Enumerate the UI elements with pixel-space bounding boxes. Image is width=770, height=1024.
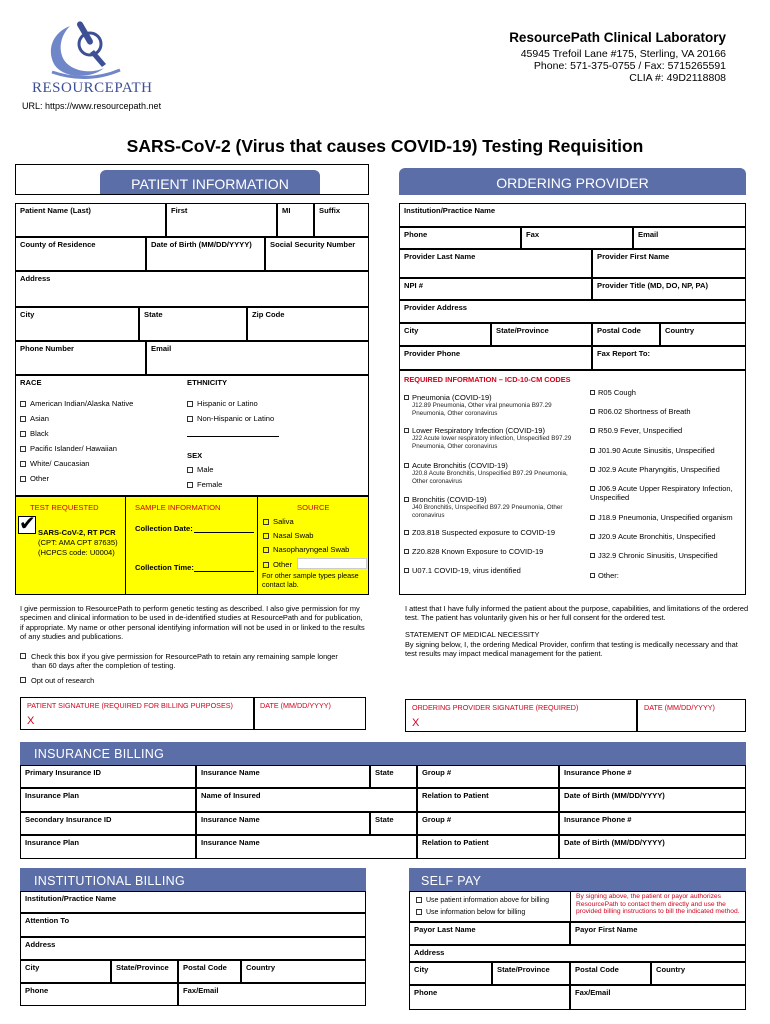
- lab-name: ResourcePath Clinical Laboratory: [509, 30, 726, 45]
- race-option[interactable]: [20, 414, 49, 423]
- logo: [32, 14, 153, 100]
- patient-phone-field[interactable]: [15, 341, 146, 375]
- label: DATE (MM/DD/YYYY): [644, 703, 715, 712]
- inst-country-field[interactable]: [241, 960, 366, 983]
- label: Date of Birth (MM/DD/YYYY): [564, 838, 665, 847]
- patient-last-name-field[interactable]: [15, 203, 166, 237]
- secondary-plan-field[interactable]: [20, 835, 196, 859]
- inst-state-field[interactable]: [111, 960, 178, 983]
- label: Country: [246, 963, 276, 972]
- label: County of Residence: [20, 240, 96, 249]
- label: Fax Report To:: [597, 349, 651, 358]
- source-option[interactable]: [263, 560, 292, 569]
- race-option[interactable]: [20, 459, 90, 468]
- patient-email-field[interactable]: [146, 341, 369, 375]
- label: Patient Name (Last): [20, 206, 91, 215]
- label: Nasopharyngeal Swab: [273, 545, 350, 554]
- label: Lower Respiratory Infection (COVID-19): [412, 426, 545, 435]
- icd-symptom-option[interactable]: [590, 532, 740, 541]
- label: Pacific Islander/ Hawaiian: [30, 444, 117, 453]
- race-option[interactable]: [20, 399, 133, 408]
- patient-suffix-field[interactable]: [314, 203, 369, 237]
- label: Insurance Name: [201, 838, 260, 847]
- payor-country-field[interactable]: [651, 962, 746, 985]
- patient-city-field[interactable]: [15, 307, 139, 341]
- self-pay-header: SELF PAY: [409, 868, 746, 891]
- ethnicity-option[interactable]: [187, 414, 274, 423]
- icd-option[interactable]: [404, 461, 584, 485]
- icd-sub: J22 Acute lower respiratory infection, Unspecified B97.29 Pneumonia, Other coronavirus: [412, 435, 572, 450]
- attestation-text: I attest that I have fully informed the patient about the purpose, capabilities, and limitations of the ordered test. The patient has voluntarily given his or her full consent for the ordered test.: [405, 604, 749, 623]
- label: Social Security Number: [270, 240, 356, 249]
- lab-info: [509, 30, 726, 84]
- payor-first-name-field[interactable]: [570, 922, 746, 945]
- icd-option[interactable]: [404, 393, 584, 417]
- label: State: [375, 768, 394, 777]
- collection-time-label: Collection Time:: [135, 563, 194, 572]
- label: Date of Birth (MM/DD/YYYY): [151, 240, 252, 249]
- provider-address-field[interactable]: [399, 300, 746, 323]
- provider-postal-field[interactable]: [592, 323, 660, 346]
- test-name: SARS-CoV-2, RT PCR: [38, 528, 116, 537]
- collection-time-line[interactable]: [194, 571, 254, 572]
- inst-fax-field[interactable]: [178, 983, 366, 1006]
- source-option[interactable]: [263, 545, 349, 554]
- label: U07.1 COVID-19, virus identified: [412, 566, 521, 575]
- secondary-relation-field[interactable]: [417, 835, 559, 859]
- label: R05 Cough: [598, 388, 636, 397]
- collection-date-label: Collection Date:: [135, 524, 193, 533]
- lab-clia: CLIA #: 49D2118808: [629, 72, 726, 84]
- label: Primary Insurance ID: [25, 768, 101, 777]
- label: Country: [656, 965, 686, 974]
- sample-info-heading: SAMPLE INFORMATION: [135, 503, 221, 512]
- label: Fax: [526, 230, 540, 239]
- lab-address: 45945 Trefoil Lane #175, Sterling, VA 20166: [520, 48, 726, 60]
- payor-last-name-field[interactable]: [409, 922, 570, 945]
- inst-name-field[interactable]: [20, 891, 366, 913]
- insurance-state-field[interactable]: [370, 765, 417, 788]
- label: State/Province: [116, 963, 169, 972]
- label: Use patient information above for billing: [426, 897, 549, 904]
- payor-state-field[interactable]: [492, 962, 570, 985]
- signature-x: X: [27, 715, 35, 727]
- label: Other: [30, 474, 49, 483]
- icd-symptom-option[interactable]: [590, 388, 740, 397]
- label: Fax/Email: [575, 988, 611, 997]
- label: Payor Last Name: [414, 925, 476, 934]
- label: Phone Number: [20, 344, 75, 353]
- relation-to-patient-field[interactable]: [417, 788, 559, 812]
- label: State: [375, 815, 394, 824]
- label: R06.02 Shortness of Breath: [598, 407, 691, 416]
- site-url[interactable]: URL: https://www.resourcepath.net: [22, 101, 162, 111]
- use-patient-info-option[interactable]: [416, 897, 549, 904]
- patient-address-field[interactable]: [15, 271, 369, 307]
- icd-sub: J12.89 Pneumonia, Other viral pneumonia B97.29 Pneumonia, Other coronavirus: [412, 402, 552, 417]
- npi-field[interactable]: [399, 278, 592, 300]
- sex-option[interactable]: [187, 480, 222, 489]
- provider-first-name-field[interactable]: [592, 249, 746, 278]
- ethnicity-option[interactable]: [187, 399, 258, 408]
- logo-text: RESOURCEPATH: [32, 80, 153, 96]
- icd-symptom-option[interactable]: [590, 426, 740, 435]
- race-option[interactable]: [20, 429, 49, 438]
- sex-heading: SEX: [187, 451, 203, 460]
- test-checkbox[interactable]: [18, 513, 36, 535]
- label: Opt out of research: [31, 676, 95, 685]
- icd-sub: J20.8 Acute Bronchitis, Unspecified B97.29 Pneumonia, Other coronavirus: [412, 470, 568, 485]
- dob-field[interactable]: [146, 237, 265, 271]
- icd-option[interactable]: [404, 495, 584, 519]
- icd-sub: J40 Bronchitis, Unspecified B97.29 Pneumonia, Other coronavirus: [412, 504, 563, 519]
- ssn-field[interactable]: [265, 237, 369, 271]
- label: Address: [414, 948, 445, 957]
- secondary-insurance-id-field[interactable]: [20, 812, 196, 835]
- icd-symptom-option[interactable]: [590, 465, 740, 474]
- label: American Indian/Alaska Native: [30, 399, 134, 408]
- label: State: [144, 310, 163, 319]
- patient-state-field[interactable]: [139, 307, 247, 341]
- icd-symptom-option[interactable]: [590, 407, 740, 416]
- label: J20.9 Acute Bronchitis, Unspecified: [598, 532, 716, 541]
- label: J02.9 Acute Pharyngitis, Unspecified: [598, 465, 720, 474]
- source-option[interactable]: [263, 531, 314, 540]
- label: Email: [638, 230, 659, 239]
- label: Suffix: [319, 206, 341, 215]
- label: White/ Caucasian: [30, 459, 90, 468]
- label: Insurance Name: [201, 815, 260, 824]
- inst-postal-field[interactable]: [178, 960, 241, 983]
- label: NPI #: [404, 281, 423, 290]
- icd-symptom-option[interactable]: [590, 484, 740, 502]
- logo-mark-icon: [32, 14, 142, 84]
- secondary-dob-field[interactable]: [559, 835, 746, 859]
- label: Female: [197, 480, 223, 489]
- divider: [187, 436, 279, 437]
- attention-to-field[interactable]: [20, 913, 366, 937]
- label: Group #: [422, 815, 452, 824]
- insurance-billing-header: INSURANCE BILLING: [20, 742, 746, 765]
- provider-phone2-field[interactable]: [399, 346, 592, 370]
- label: Nasal Swab: [273, 531, 314, 540]
- insurance-phone-field[interactable]: [559, 765, 746, 788]
- inst-address-field[interactable]: [20, 937, 366, 960]
- label: R50.9 Fever, Unspecified: [598, 426, 683, 435]
- lab-phone: Phone: 571-375-0755 / Fax: 5715265591: [533, 60, 726, 72]
- use-info-below-option[interactable]: [416, 909, 525, 916]
- ethnicity-heading: ETHNICITY: [187, 378, 228, 387]
- provider-phone-field[interactable]: [399, 227, 521, 249]
- test-requested-heading: TEST REQUESTED: [30, 503, 99, 512]
- label: Provider Title (MD, DO, NP, PA): [597, 281, 708, 290]
- label: State/Province: [496, 326, 549, 335]
- consent-text: I give permission to ResourcePath to perform genetic testing as described. I also give permission for my specimen and clinical information to be used in de-identified studies at ResourcePath and for publication, if appropriate. My name or other personal identifying information will not be used in or linked to the results of any studies and publications.: [20, 604, 365, 641]
- label: Institution/Practice Name: [25, 894, 117, 903]
- secondary-phone-field[interactable]: [559, 812, 746, 835]
- source-heading: SOURCE: [297, 503, 330, 512]
- label: City: [404, 326, 419, 335]
- payor-postal-field[interactable]: [570, 962, 651, 985]
- label: Phone: [25, 986, 49, 995]
- label: Postal Code: [575, 965, 619, 974]
- label: Insurance Phone #: [564, 768, 632, 777]
- payor-phone-field[interactable]: [409, 985, 570, 1010]
- race-option[interactable]: [20, 474, 49, 483]
- label: ORDERING PROVIDER SIGNATURE (REQUIRED): [412, 703, 579, 712]
- label: PATIENT SIGNATURE (REQUIRED FOR BILLING PURPOSES): [27, 701, 233, 710]
- label: J06.9 Acute Upper Respiratory Infection, Unspecified: [590, 484, 733, 502]
- label: Phone: [404, 230, 428, 239]
- icd-header: REQUIRED INFORMATION – ICD-10-CM CODES: [404, 375, 571, 384]
- page-title: SARS-CoV-2 (Virus that causes COVID-19) Testing Requisition: [126, 136, 644, 156]
- institutional-billing-header: INSTITUTIONAL BILLING: [20, 868, 366, 891]
- label: Date of Birth (MM/DD/YYYY): [564, 791, 665, 800]
- insurance-plan-field[interactable]: [20, 788, 196, 812]
- label: City: [25, 963, 40, 972]
- label: First: [171, 206, 188, 215]
- county-field[interactable]: [15, 237, 146, 271]
- label: Fax/Email: [183, 986, 219, 995]
- label: Relation to Patient: [422, 838, 489, 847]
- provider-fax-field[interactable]: [521, 227, 633, 249]
- opt-out-option[interactable]: [20, 676, 94, 685]
- provider-title-field[interactable]: [592, 278, 746, 300]
- secondary-insurance-name-field[interactable]: [196, 812, 370, 835]
- source-other-input[interactable]: [297, 558, 367, 569]
- secondary-state-field[interactable]: [370, 812, 417, 835]
- label: Relation to Patient: [422, 791, 489, 800]
- icd-symptom-option[interactable]: [590, 513, 740, 522]
- icd-option[interactable]: [404, 547, 584, 556]
- label: Institution/Practice Name: [404, 206, 496, 215]
- label: Provider First Name: [597, 252, 670, 261]
- label: Insurance Plan: [25, 838, 80, 847]
- race-heading: RACE: [20, 378, 42, 387]
- patient-signature-field[interactable]: [20, 697, 254, 730]
- icd-symptom-option[interactable]: [590, 551, 740, 560]
- provider-state-field[interactable]: [491, 323, 592, 346]
- payor-fax-field[interactable]: [570, 985, 746, 1010]
- label: Payor First Name: [575, 925, 638, 934]
- icd-option[interactable]: [404, 528, 584, 537]
- label: DATE (MM/DD/YYYY): [260, 701, 331, 710]
- label: Postal Code: [183, 963, 227, 972]
- label: Provider Phone: [404, 349, 461, 358]
- label: Asian: [30, 414, 49, 423]
- patient-date-field[interactable]: [254, 697, 366, 730]
- other-sample-note: For other sample types please contact lab.: [262, 571, 359, 589]
- payor-address-field[interactable]: [409, 945, 746, 962]
- insured-dob-field[interactable]: [559, 788, 746, 812]
- retain-sample-option[interactable]: [20, 652, 340, 671]
- label: Use information below for billing: [426, 909, 526, 916]
- label: Z03.818 Suspected exposure to COVID-19: [412, 528, 555, 537]
- checkmark-icon: ✔: [19, 513, 36, 535]
- label: Address: [20, 274, 51, 283]
- label: Saliva: [273, 517, 294, 526]
- self-pay-note: By signing above, the patient or payor authorizes ResourcePath to contact them directly and use the provided billing instructions to bill the indicated method.: [576, 893, 740, 916]
- primary-insurance-id-field[interactable]: [20, 765, 196, 788]
- label: Group #: [422, 768, 452, 777]
- label: Name of Insured: [201, 791, 261, 800]
- label: Pneumonia (COVID-19): [412, 393, 492, 402]
- label: Hispanic or Latino: [197, 399, 258, 408]
- patient-info-banner: PATIENT INFORMATION: [100, 170, 320, 194]
- label: Postal Code: [597, 326, 641, 335]
- provider-signature-field[interactable]: [405, 699, 637, 732]
- provider-email-field[interactable]: [633, 227, 746, 249]
- label: J32.9 Chronic Sinusitis, Unspecified: [598, 551, 718, 560]
- label: Z20.828 Known Exposure to COVID-19: [412, 547, 544, 556]
- label: Provider Last Name: [404, 252, 476, 261]
- provider-city-field[interactable]: [399, 323, 491, 346]
- icd-option[interactable]: [404, 426, 584, 450]
- label: Insurance Plan: [25, 791, 80, 800]
- provider-date-field[interactable]: [637, 699, 746, 732]
- label: Country: [665, 326, 695, 335]
- hcpcs-code: (HCPCS code: U0004): [38, 548, 115, 557]
- patient-mi-field[interactable]: [277, 203, 314, 237]
- label: Address: [25, 940, 56, 949]
- sex-option[interactable]: [187, 465, 213, 474]
- patient-first-name-field[interactable]: [166, 203, 277, 237]
- cpt-code: (CPT: AMA CPT 87635): [38, 538, 118, 547]
- provider-institution-field[interactable]: [399, 203, 746, 227]
- payor-city-field[interactable]: [409, 962, 492, 985]
- medical-necessity-text: By signing below, I, the ordering Medical Provider, confirm that testing is medically necessary and that test results may impact medical management for the patient.: [405, 640, 738, 659]
- insurance-name-field[interactable]: [196, 765, 370, 788]
- label: Check this box if you give permission for ResourcePath to retain any remaining sample longer than 60 days after the completion of testing.: [31, 652, 338, 671]
- label: Email: [151, 344, 172, 353]
- medical-necessity-heading: STATEMENT OF MEDICAL NECESSITY: [405, 630, 540, 639]
- label: Phone: [414, 988, 438, 997]
- label: Insurance Phone #: [564, 815, 632, 824]
- source-option[interactable]: [263, 517, 294, 526]
- race-option[interactable]: [20, 444, 117, 453]
- icd-symptom-option[interactable]: [590, 571, 740, 580]
- name-of-insured-field[interactable]: [196, 788, 417, 812]
- inst-city-field[interactable]: [20, 960, 111, 983]
- label: MI: [282, 206, 291, 215]
- group-number-field[interactable]: [417, 765, 559, 788]
- label: Male: [197, 465, 214, 474]
- provider-country-field[interactable]: [660, 323, 746, 346]
- label: Acute Bronchitis (COVID-19): [412, 461, 508, 470]
- label: Black: [30, 429, 49, 438]
- label: City: [20, 310, 35, 319]
- icd-symptom-option[interactable]: [590, 446, 740, 455]
- label: State/Province: [497, 965, 550, 974]
- provider-last-name-field[interactable]: [399, 249, 592, 278]
- label: Non-Hispanic or Latino: [197, 414, 275, 423]
- label: City: [414, 965, 429, 974]
- label: Other:: [598, 571, 619, 580]
- collection-date-line[interactable]: [194, 532, 254, 533]
- label: Provider Address: [404, 303, 468, 312]
- label: J18.9 Pneumonia, Unspecified organism: [598, 513, 733, 522]
- signature-x: X: [412, 717, 420, 729]
- ordering-provider-banner: ORDERING PROVIDER: [399, 168, 746, 195]
- label: Other: [273, 560, 292, 569]
- inst-phone-field[interactable]: [20, 983, 178, 1006]
- label: Secondary Insurance ID: [25, 815, 112, 824]
- label: Zip Code: [252, 310, 285, 319]
- label: J01.90 Acute Sinusitis, Unspecified: [598, 446, 715, 455]
- fax-report-field[interactable]: [592, 346, 746, 370]
- label: Attention To: [25, 916, 70, 925]
- patient-zip-field[interactable]: [247, 307, 369, 341]
- label: Bronchitis (COVID-19): [412, 495, 487, 504]
- label: Insurance Name: [201, 768, 260, 777]
- secondary-group-field[interactable]: [417, 812, 559, 835]
- secondary-insured-name-field[interactable]: [196, 835, 417, 859]
- icd-option[interactable]: [404, 566, 584, 575]
